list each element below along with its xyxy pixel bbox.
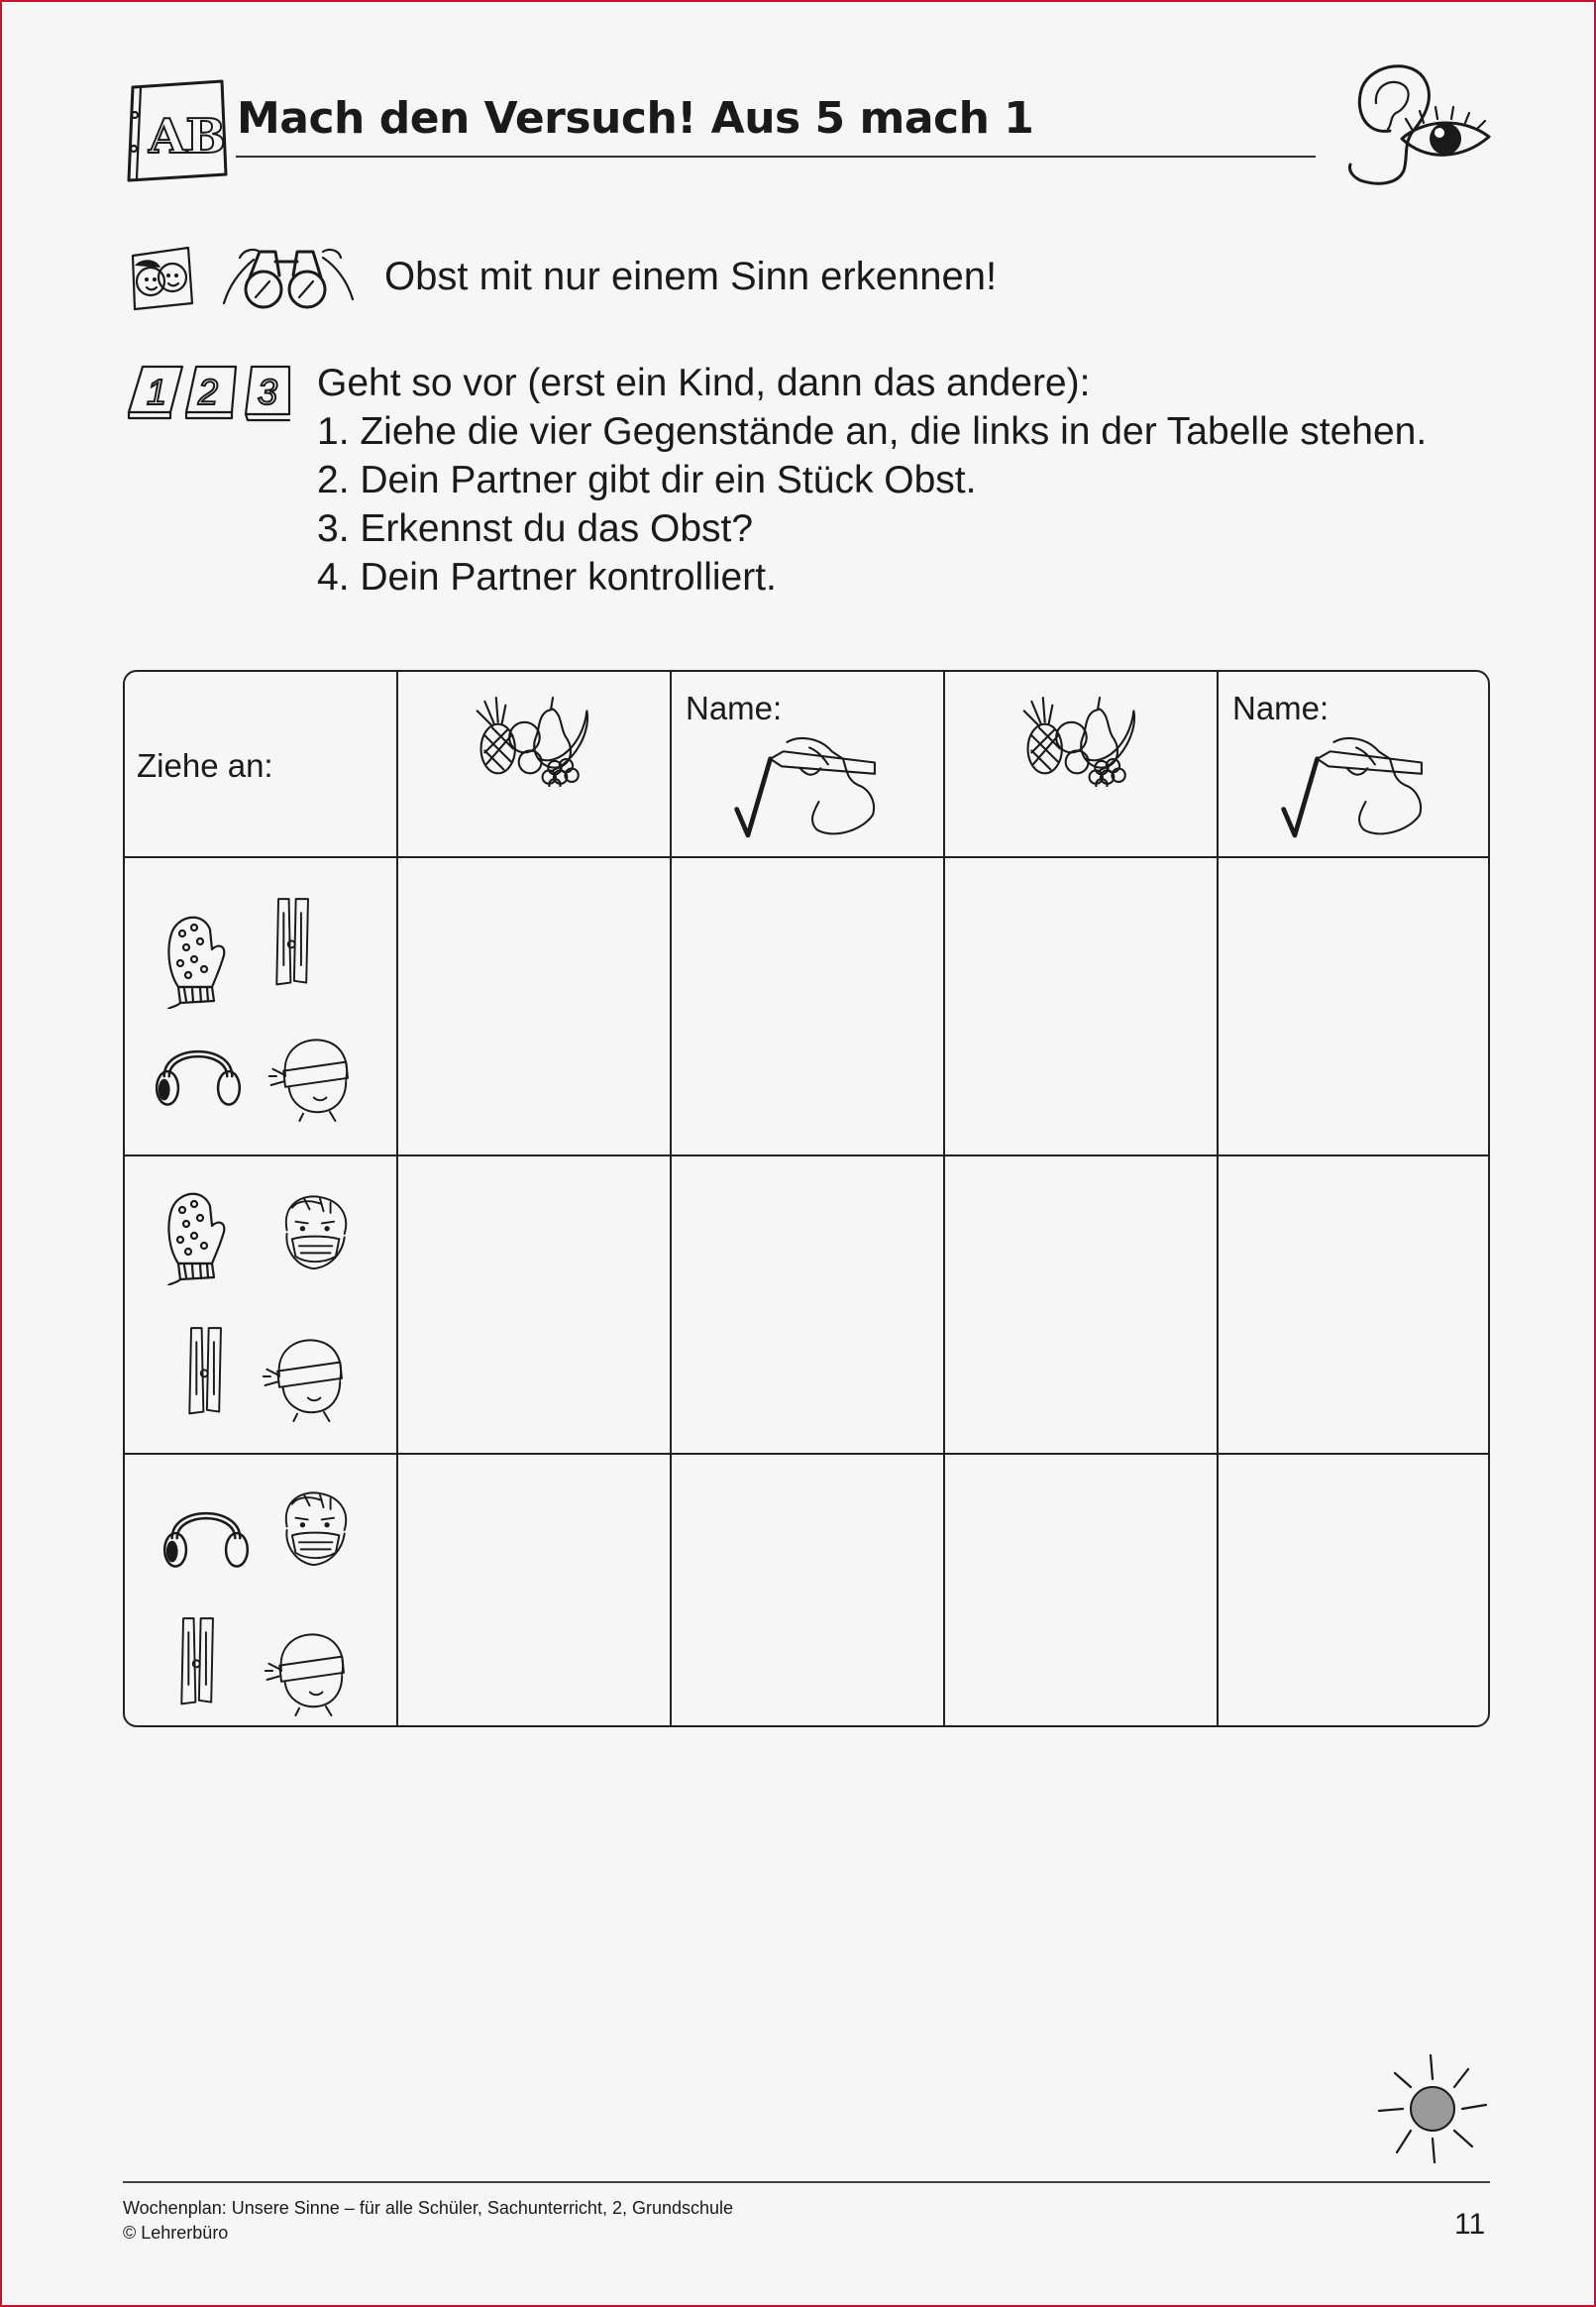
instruction-step-3: 3. Erkennst du das Obst? [317, 507, 754, 550]
task-text: Obst mit nur einem Sinn erkennen! [384, 255, 998, 298]
face-mask-icon [269, 1188, 357, 1279]
row-1-name-2-cell[interactable] [1219, 858, 1488, 1156]
footer-rule [123, 2181, 1490, 2183]
header-label-name-1: Name: [686, 690, 783, 726]
title-rule [236, 156, 1316, 158]
row-2-fruit-2-cell[interactable] [945, 1156, 1219, 1455]
header-cell-ziehe-an [125, 672, 398, 858]
blindfold-icon [262, 1331, 351, 1422]
checkmark-pen-icon [1278, 729, 1436, 844]
blindfold-icon [267, 1031, 357, 1122]
mitten-icon [160, 910, 230, 1009]
instruction-list [317, 359, 1427, 602]
row-3-items-cell [125, 1455, 398, 1725]
partner-kids-icon [127, 244, 196, 311]
footer-source: Wochenplan: Unsere Sinne – für alle Schüler, Sachunterricht, 2, Grundschule [123, 2198, 734, 2218]
instruction-intro: Geht so vor (erst ein Kind, dann das andere): [317, 362, 1091, 404]
row-2-items-cell [125, 1156, 398, 1455]
instruction-step-2: 2. Dein Partner gibt dir ein Stück Obst. [317, 459, 977, 501]
svg-text:1: 1 [147, 372, 167, 412]
checkmark-pen-icon [731, 729, 890, 844]
steps-123-icon [125, 363, 293, 422]
footer-copyright: © Lehrerbüro [123, 2223, 229, 2243]
header-cell-fruit-2 [945, 672, 1219, 858]
svg-text:2: 2 [198, 372, 219, 412]
header-label-ziehe-an: Ziehe an: [137, 747, 273, 784]
experiment-table [123, 670, 1490, 1727]
svg-text:3: 3 [258, 372, 278, 412]
fruit-basket-icon [472, 692, 594, 787]
page-number: 11 [1454, 2208, 1486, 2241]
face-mask-icon [269, 1484, 357, 1576]
row-2-name-2-cell[interactable] [1219, 1156, 1488, 1455]
earmuffs-icon [153, 1035, 244, 1110]
row-2-name-1-cell[interactable] [672, 1156, 945, 1455]
row-2-fruit-1-cell[interactable] [398, 1156, 672, 1455]
header-cell-fruit-1 [398, 672, 672, 858]
binoculars-icon [220, 240, 357, 313]
clothespin-icon [176, 1613, 220, 1712]
header-cell-name-1 [672, 672, 945, 858]
ear-eye-icon [1344, 59, 1493, 186]
clothespin-icon [184, 1323, 228, 1422]
header-cell-name-2 [1219, 672, 1488, 858]
instruction-step-4: 4. Dein Partner kontrolliert. [317, 556, 777, 599]
row-1-name-1-cell[interactable] [672, 858, 945, 1156]
svg-text:AB: AB [149, 109, 226, 165]
instruction-step-1: 1. Ziehe die vier Gegenstände an, die links in der Tabelle stehen. [317, 410, 1428, 453]
row-3-name-2-cell[interactable] [1219, 1455, 1488, 1725]
mitten-icon [160, 1186, 230, 1285]
row-1-fruit-1-cell[interactable] [398, 858, 672, 1156]
sun-icon [1373, 2049, 1492, 2168]
clothespin-icon [271, 894, 315, 993]
row-3-fruit-2-cell[interactable] [945, 1455, 1219, 1725]
earmuffs-icon [160, 1496, 252, 1572]
blindfold-icon [264, 1625, 353, 1716]
page-title: Mach den Versuch! Aus 5 mach 1 [237, 93, 1034, 144]
header-label-name-2: Name: [1232, 690, 1330, 726]
ab-worksheet-icon [123, 79, 228, 182]
row-1-fruit-2-cell[interactable] [945, 858, 1219, 1156]
row-1-items-cell [125, 858, 398, 1156]
row-3-fruit-1-cell[interactable] [398, 1455, 672, 1725]
row-3-name-1-cell[interactable] [672, 1455, 945, 1725]
fruit-basket-icon [1018, 692, 1141, 787]
